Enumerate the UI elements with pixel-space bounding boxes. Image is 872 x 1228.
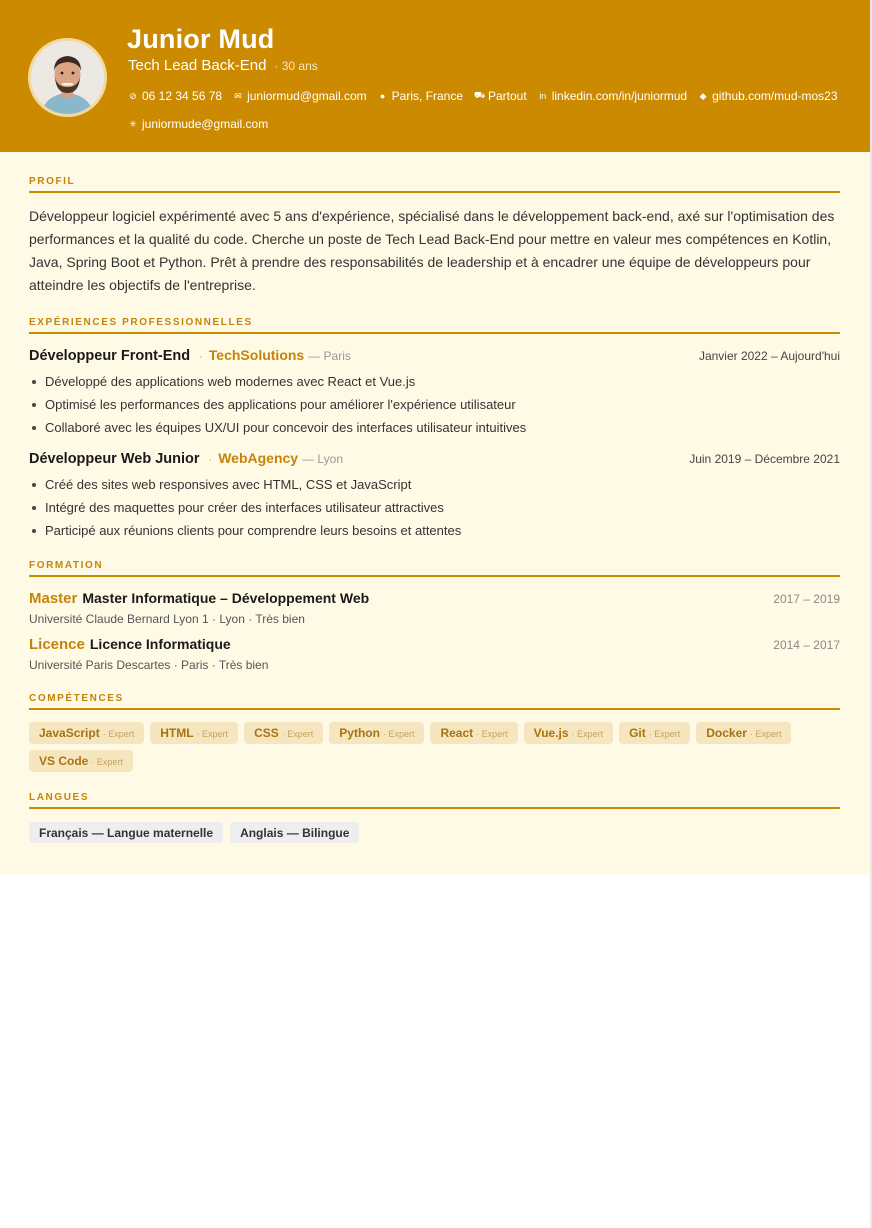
skill-level: · Expert [749,729,782,739]
mail-icon: ✉ [234,90,242,101]
experience-item [29,450,840,542]
section-title-experience: EXPÉRIENCES PROFESSIONNELLES [29,317,840,334]
contact-text: juniormud@gmail.com [247,89,367,103]
section-title-education: FORMATION [29,560,840,577]
job-header [29,450,840,470]
skill-name: CSS [254,726,279,740]
degree-name: Licence Informatique [89,636,231,652]
education-header [29,636,840,654]
skill-name: Vue.js [533,726,569,740]
degree-level: Master [29,590,78,607]
job-bullets [29,473,840,542]
skill-chip [619,722,690,744]
avatar [28,38,107,117]
contact-row [128,116,848,132]
skill-chip [524,722,613,744]
job-bullets [29,370,840,439]
education-item [29,636,840,672]
bullet-icon [32,483,36,487]
contact-text: 06 12 34 56 78 [142,89,223,103]
separator: · [208,454,213,466]
experience-item [29,347,840,439]
resume-body [0,152,870,875]
degree-level: Licence [29,636,85,653]
skill-level: · Expert [571,729,604,739]
skill-chip [329,722,424,744]
skill-level: · Expert [476,729,508,739]
bullet-item [29,473,840,496]
language-list [29,822,366,843]
linkedin-icon: in [539,91,547,101]
contact-item [378,89,463,103]
contact-text: linkedin.com/in/juniormud [551,89,688,103]
bullet-item [29,496,840,519]
company-name: TechSolutions [208,347,305,363]
bullet-icon [32,403,36,407]
section-title-skills: COMPÉTENCES [29,693,840,710]
contact-item [474,89,527,103]
skill-level: · Expert [102,729,135,739]
contact-row [128,88,848,104]
car-icon: ⛟ [474,90,486,100]
skill-chip [29,750,133,772]
education-dates: 2014 – 2017 [773,638,840,652]
skill-chip [150,722,238,744]
skill-chip [244,722,323,744]
skill-name: Python [339,726,380,740]
resume-header [0,0,870,152]
bullet-text: Intégré des maquettes pour créer des interfaces utilisateur attractives [45,500,444,515]
bullet-text: Développé des applications web modernes avec React et Vue.js [45,374,416,389]
job-target: Tech Lead Back-End [128,57,267,74]
contact-item [128,117,268,131]
bullet-icon [32,380,36,384]
education-item [29,590,840,626]
skill-chip [29,722,144,744]
contact-text: juniormude@gmail.com [142,117,269,131]
skill-name: JavaScript [39,726,100,740]
bullet-text: Créé des sites web responsives avec HTML, CSS et JavaScript [45,477,412,492]
candidate-name: Junior Mud [127,24,275,54]
job-dates: Juin 2019 – Décembre 2021 [689,452,840,466]
asterisk-icon: ✳ [129,118,137,129]
location-icon: ● [379,91,386,101]
skill-level: · Expert [382,729,415,739]
skill-list [29,722,840,778]
language-chip: Anglais — Bilingue [230,822,359,843]
job-title: Développeur Front-End [29,348,191,364]
bullet-icon [32,506,36,510]
job-dates: Janvier 2022 – Aujourd'hui [698,349,840,363]
contact-list [128,88,848,144]
section-title-languages: LANGUES [29,792,840,809]
degree-name: Master Informatique – Développement Web [82,590,370,606]
education-dates: 2017 – 2019 [773,592,840,606]
bullet-item [29,393,840,416]
bullet-text: Collaboré avec les équipes UX/UI pour concevoir des interfaces utilisateur intuitives [45,420,527,435]
bullet-item [29,519,840,542]
language-chip: Français — Langue maternelle [29,822,223,843]
skill-name: VS Code [39,754,89,768]
separator: · [199,351,203,363]
skill-level: · Expert [281,729,314,739]
education-header [29,590,840,608]
contact-text: github.com/mud-mos23 [712,89,838,103]
skill-name: React [440,726,474,740]
github-icon: ◆ [699,90,707,101]
role-line [128,57,318,74]
contact-item [128,89,222,103]
job-city: — Lyon [302,452,344,466]
bullet-icon [32,426,36,430]
skill-name: Git [629,726,646,740]
profile-summary: Développeur logiciel expérimenté avec 5 ans d'expérience, spécialisé dans le développement back-end, axé sur l'optimisation des performances et la qualité du code. Cherche un poste de Tech Lead Back-End pour mettre en valeur mes compétences en Kotlin, Java, Spring Boot et Python. Prêt à prendre des responsabilités de leadership et à encadrer une équipe de développeurs pour atteindre les objectifs de l'entreprise. [29,208,835,293]
skill-level: · Expert [648,729,681,739]
skill-level: · Expert [196,729,229,739]
age: · 30 ans [274,59,318,73]
bullet-text: Participé aux réunions clients pour comprendre leurs besoins et attentes [45,523,462,538]
contact-text: Paris, France [391,89,463,103]
phone-icon: ⊘ [129,90,137,101]
bullet-item [29,370,840,393]
skill-name: HTML [160,726,194,740]
skill-level: · Expert [91,757,123,767]
contact-item [233,89,367,103]
education-details: Université Claude Bernard Lyon 1 · Lyon · Très bien [29,612,305,626]
job-city: — Paris [308,349,351,363]
skill-chip [430,722,517,744]
contact-item [538,89,687,103]
education-details: Université Paris Descartes · Paris · Très bien [29,658,269,672]
contact-item [698,89,837,103]
bullet-text: Optimisé les performances des applications pour améliorer l'expérience utilisateur [45,397,516,412]
contact-text: Partout [488,89,527,103]
profile-photo-icon [31,41,104,114]
company-name: WebAgency [218,450,299,466]
bullet-item [29,416,840,439]
skill-name: Docker [706,726,747,740]
skill-chip [696,722,791,744]
job-title: Développeur Web Junior [29,451,200,467]
bullet-icon [32,529,36,533]
section-title-profile: PROFIL [29,176,840,193]
job-header [29,347,840,367]
